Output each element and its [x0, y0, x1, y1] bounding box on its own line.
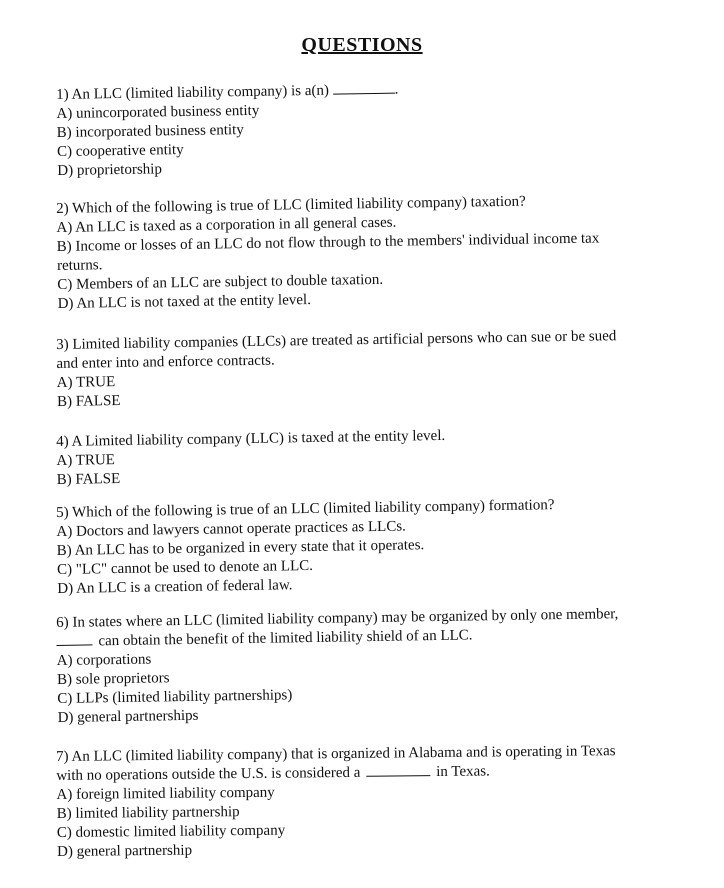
- option-b: B) incorporated business entity: [56, 122, 244, 141]
- question-6: [56, 604, 678, 728]
- question-7: [56, 742, 677, 862]
- question-4-stem: 4) A Limited liability company (LLC) is taxed at the entity level.: [56, 427, 446, 450]
- question-3-stem-line-1: 3) Limited liability companies (LLCs) are treated as artificial persons who can sue or be sued: [56, 328, 617, 353]
- option-b: B) Income or losses of an LLC do not flow through to the members' individual income tax: [56, 230, 600, 255]
- question-2-stem: 2) Which of the following is true of LLC (limited liability company) taxation?: [56, 193, 526, 217]
- option-a: A) corporations: [56, 651, 152, 669]
- option-b-continued: returns.: [56, 257, 103, 274]
- question-7-stem-text: with no operations outside the U.S. is considered a: [56, 764, 361, 784]
- option-b: B) FALSE: [56, 470, 121, 488]
- option-c: C) domestic limited liability company: [56, 822, 286, 841]
- option-a: A) TRUE: [56, 374, 116, 391]
- option-a: A) An LLC is taxed as a corporation in all general cases.: [56, 214, 397, 236]
- answer-blank: [333, 81, 395, 95]
- option-a: A) TRUE: [56, 452, 116, 469]
- option-c: C) cooperative entity: [56, 142, 184, 160]
- option-d: D) general partnerships: [57, 707, 199, 726]
- answer-blank: [56, 632, 92, 646]
- option-a: A) Doctors and lawyers cannot operate practices as LLCs.: [56, 518, 406, 540]
- option-a: A) unincorporated business entity: [56, 102, 260, 122]
- question-1-stem-end: .: [394, 81, 399, 98]
- question-2: [56, 191, 658, 314]
- option-d: D) proprietorship: [57, 161, 163, 179]
- question-7-stem-line-1: 7) An LLC (limited liability company) that is organized in Alabama and is operating in Texas: [56, 743, 616, 765]
- option-c: C) "LC" cannot be used to denote an LLC.: [56, 557, 314, 578]
- question-5-stem: 5) Which of the following is true of an LLC (limited liability company) formation?: [56, 497, 555, 521]
- option-b: B) FALSE: [56, 392, 121, 410]
- question-1: [56, 76, 677, 181]
- option-c: C) LLPs (limited liability partnerships): [57, 687, 293, 707]
- option-a: A) foreign limited liability company: [56, 784, 275, 803]
- question-7-stem-end: in Texas.: [436, 763, 490, 781]
- question-4: [56, 423, 677, 490]
- question-5: [56, 494, 677, 599]
- page-title: QUESTIONS: [301, 34, 423, 56]
- option-b: B) An LLC has to be organized in every state that it operates.: [56, 537, 425, 559]
- option-d: D) An LLC is a creation of federal law.: [57, 577, 293, 597]
- option-b: B) sole proprietors: [56, 670, 170, 688]
- question-3-stem-line-2: and enter into and enforce contracts.: [56, 352, 275, 372]
- question-6-stem-text: can obtain the benefit of the limited liability shield of an LLC.: [98, 627, 473, 650]
- option-d: D) general partnership: [57, 842, 193, 860]
- question-1-stem-text: 1) An LLC (limited liability company) is a(n): [56, 82, 330, 103]
- option-c: C) Members of an LLC are subject to double taxation.: [57, 271, 384, 293]
- question-3: [56, 326, 677, 412]
- question-6-stem-line-1: 6) In states where an LLC (limited liability company) may be organized by only one member,: [56, 606, 619, 631]
- option-b: B) limited liability partnership: [56, 804, 240, 822]
- answer-blank: [366, 763, 430, 777]
- option-d: D) An LLC is not taxed at the entity level.: [57, 292, 312, 312]
